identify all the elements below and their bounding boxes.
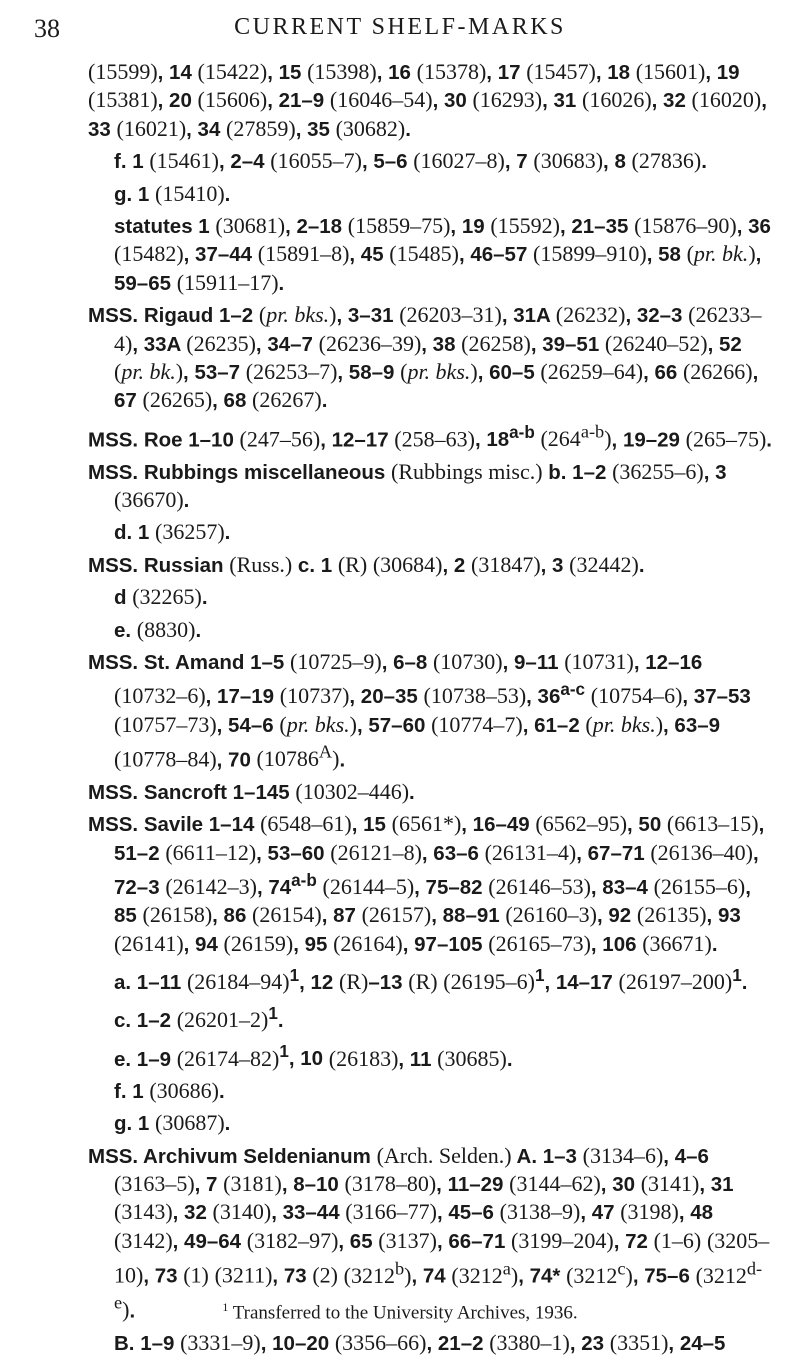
shelf-mark-subentry: c. 1–2 $(26201-2)^1$. (114, 1004, 284, 1033)
shelf-mark-subentry: e. 1–9 $(26174-82)^1$, 10 (26183), 11 (30685). (114, 1042, 513, 1071)
shelf-mark-entry: MSS. Sancroft 1–145 (10302–446). (88, 778, 415, 804)
shelf-mark-subentry: f. 1 (15461), 2–4 (16055–7), 5–6 (16027–8), 7 (30683), 8 (27836). (114, 148, 707, 174)
shelf-mark-subentry: (15599), 14 (15422), 15 (15398), 16 (15378), 17 (15457), 18 (15601), 19 (15381), 20 (15606), 21–9 (16046–54), 30 (16293), 31 (16026), 32 (16020), 33 (16021), 34 (27859), 35 (30682). (88, 59, 767, 141)
shelf-mark-entry: MSS. St. Amand 1–5 (10725–9), 6–8 (10730), 9–11 (10731), 12–16 (10732–6), 17–19 (10737), 20–35 (10738–53), 36$^{a-c}$ (10754–6), 37–53 (10757–73), 54–6 (pr. bks.), 57–60 (10774–7), 61–2 (pr. bks.), 63–9 (10778–84), 70 $(10786^A)$. (88, 649, 751, 772)
shelf-mark-subentry: f. 1 (30686). (114, 1077, 225, 1103)
shelf-mark-entry: MSS. Roe 1–10 (247–56), 12–17 (258–63), 18$^{a-b}$ (264$^{a-b}$), 19–29 (265–75). (88, 421, 772, 452)
shelf-mark-subentry: B. 1–9 (3331–9), 10–20 (3356–66), 21–2 (3380–1), 23 (3351), 24–5 (114, 1329, 726, 1355)
footnote-marker: 1 (222, 1300, 229, 1314)
shelf-mark-entry: MSS. Savile 1–14 (6548–61), 15 (6561*), 16–49 (6562–95), 50 (6613–15), 51–2 (6611–12), 53–60 (26121–8), 63–6 (26131–4), 67–71 (26136–40), 72–3 (26142–3), 74$^{a-b}$ (26144–5), 75–82 (26146–53), 83–4 (26155–6), 85 (26158), 86 (26154), 87 (26157), 88–91 (26160–3), 92 (26135), 93 (26141), 94 (26159), 95 (26164), 97–105 (26165–73), 106 (36671). (88, 811, 765, 956)
shelf-mark-entry: MSS. Rubbings miscellaneous (Rubbings misc.) b. 1–2 (36255–6), 3 (36670). (88, 458, 727, 513)
page-header (0, 8, 800, 48)
page-number: 38 (34, 14, 60, 43)
shelf-mark-entry: MSS. Rigaud 1–2 (pr. bks.), 3–31 (26203–31), 31A (26232), 32–3 (26233–4), 33A (26235), 34–7 (26236–39), 38 (26258), 39–51 (26240–52), 52 (pr. bk.), 53–7 (26253–7), 58–9 (pr. bks.), 60–5 (26259–64), 66 (26266), 67 (26265), 68 (26267). (88, 302, 762, 413)
shelf-mark-subentry: a. 1–11 $(26184-94)^1$, 12 (R)–13 (R) $(26195-6)^1$, 14–17 $(26197-200)^1$. (114, 966, 748, 994)
shelf-mark-entry: MSS. Archivum Seldenianum (Arch. Selden.) A. 1–3 (3134–6), 4–6 (3163–5), 7 (3181), 8–10 (3178–80), 11–29 (3144–62), 30 (3141), 31 (3143), 32 (3140), 33–44 (3166–77), 45–6 (3138–9), 47 (3198), 48 (3142), 49–64 (3182–97), 65 (3137), 66–71 (3199–204), 72 (1–6) (3205–10), 73 (1) (3211), 73 (2) (3212$^b$), 74 (3212$^a$), 74* (3212$^c$), 75–6 (3212$^{d-e}$). (88, 1142, 770, 1323)
footnote-text: Transferred to the University Archives, 1936. (232, 1302, 578, 1324)
shelf-mark-entry: MSS. Russian (Russ.) c. 1 (R) (30684), 2 (31847), 3 (32442). (88, 551, 645, 577)
running-head: CURRENT SHELF-MARKS (234, 14, 566, 40)
shelf-mark-subentry: d (32265). (114, 584, 208, 610)
shelf-mark-listing (88, 58, 772, 1361)
shelf-mark-subentry: g. 1 (15410). (114, 180, 231, 206)
footnote (0, 1300, 800, 1324)
shelf-mark-subentry: g. 1 (30687). (114, 1110, 231, 1136)
shelf-mark-subentry: e. (8830). (114, 616, 202, 642)
shelf-mark-subentry: d. 1 (36257). (114, 519, 231, 545)
shelf-mark-subentry: statutes 1 (30681), 2–18 (15859–75), 19 (15592), 21–35 (15876–90), 36 (15482), 37–44 (15891–8), 45 (15485), 46–57 (15899–910), 58 (pr. bk.), 59–65 (15911–17). (114, 213, 771, 295)
